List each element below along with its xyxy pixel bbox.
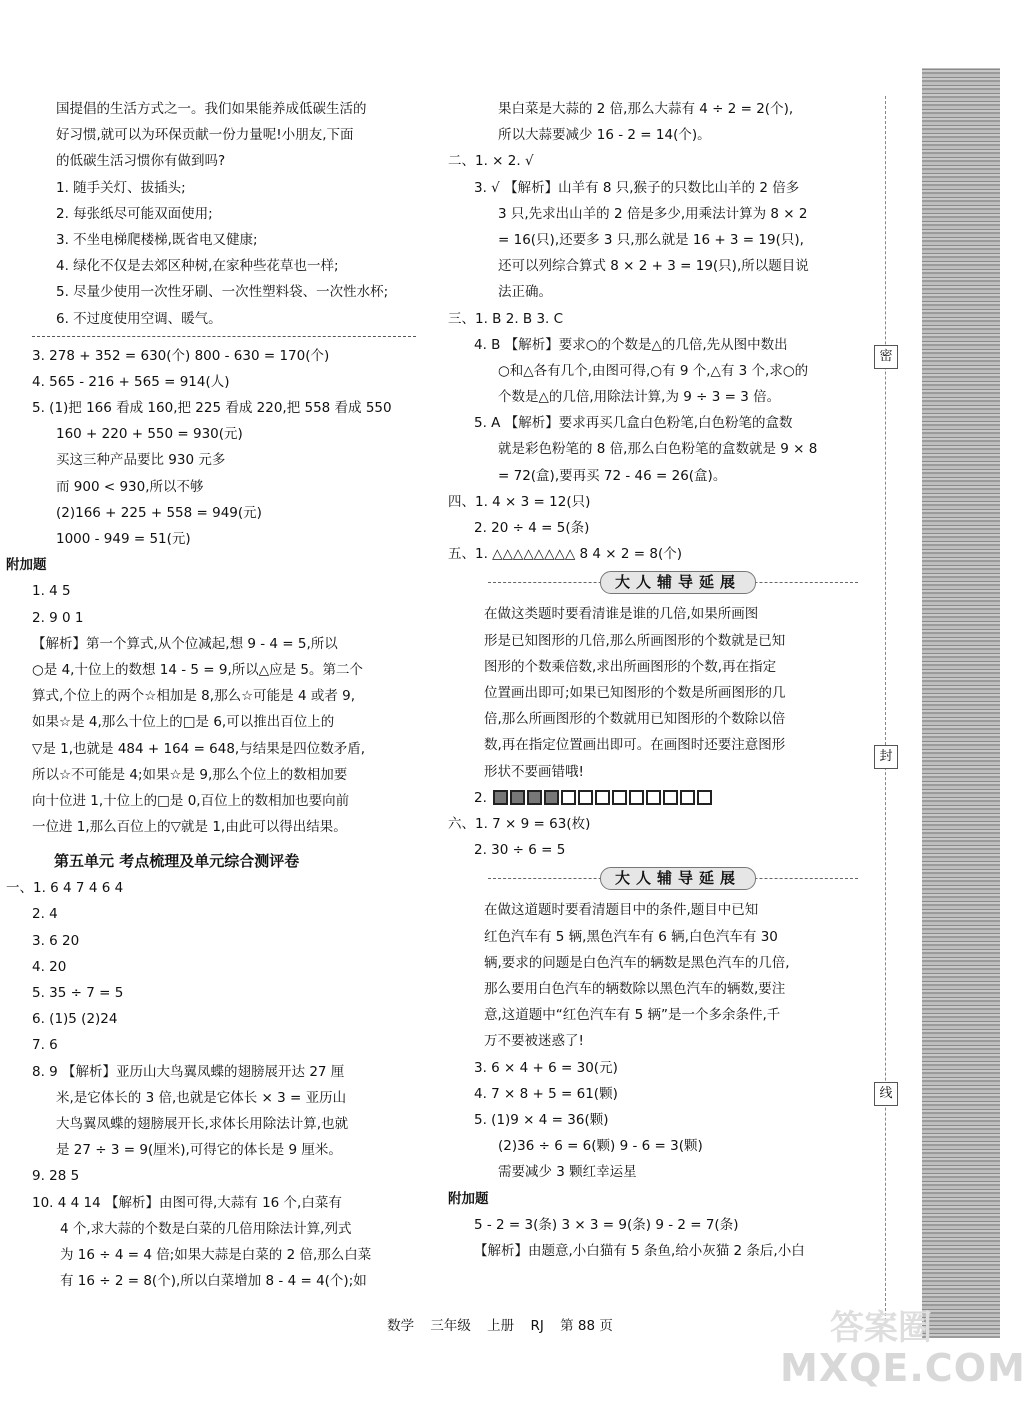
answer-line: 五、1. △△△△△△△△ 8 4 × 2 = 8(个) <box>448 546 682 563</box>
tutor-note-line: 形状不要画错哦! <box>484 763 584 780</box>
answer-line: 向十位进 1,十位上的□是 0,百位上的数相加也要向前 <box>32 792 350 809</box>
shaded-square <box>510 790 525 805</box>
answer-line: 1000 - 949 = 51(元) <box>56 531 191 547</box>
answer-line: 为 16 ÷ 4 = 4 倍;如果大蒜是白菜的 2 倍,那么白菜 <box>60 1246 372 1263</box>
answer-line: 3. 278 + 352 = 630(个) 800 - 630 = 170(个) <box>32 347 330 364</box>
empty-square <box>663 790 678 805</box>
answer-line: 160 + 220 + 550 = 930(元) <box>56 426 243 443</box>
answer-line: 有 16 ÷ 2 = 8(个),所以白菜增加 8 - 4 = 4(个);如 <box>60 1273 367 1290</box>
tutor-note-line: 位置画出即可;如果已知图形的个数是所画图形的几 <box>484 684 786 701</box>
seal-mark: 封 <box>874 745 898 769</box>
answer-line: 5. 尽量少使用一次性牙刷、一次性塑料袋、一次性水杯; <box>56 284 389 301</box>
answer-line: = 72(盒),要再买 72 - 46 = 26(盒)。 <box>498 467 727 484</box>
tutor-note-line: 在做这类题时要看清谁是谁的几倍,如果所画图 <box>484 606 759 623</box>
cut-line <box>885 96 886 1326</box>
tutor-note-banner <box>488 569 868 595</box>
footer-edition: RJ <box>530 1318 544 1334</box>
answer-line: 算式,个位上的两个☆相加是 8,那么☆可能是 4 或者 9, <box>32 688 356 705</box>
answer-line: 3. 6 20 <box>32 932 80 949</box>
answer-line: 1. 随手关灯、拔插头; <box>56 179 186 196</box>
answer-line: 【解析】第一个算式,从个位减起,想 9 - 4 = 5,所以 <box>32 635 338 652</box>
answer-line: 3 只,先求出山羊的 2 倍是多少,用乘法计算为 8 × 2 <box>498 205 808 222</box>
subsection-heading: 附加题 <box>448 1190 489 1207</box>
answer-line: 2. 4 <box>32 906 58 923</box>
answer-line: 国提倡的生活方式之一。我们如果能养成低碳生活的 <box>56 101 367 117</box>
watermark-cn: 答案圈 <box>830 1308 932 1348</box>
answer-line: 4. 565 - 216 + 565 = 914(人) <box>32 373 230 390</box>
left-column <box>6 96 416 1294</box>
tutor-note-line: 数,再在指定位置画出即可。在画图时还要注意图形 <box>484 737 786 754</box>
empty-square <box>697 790 712 805</box>
answer-line: 5. (1)把 166 看成 160,把 225 看成 220,把 558 看成 550 <box>32 400 392 417</box>
answer-line: (2)36 ÷ 6 = 6(颗) 9 - 6 = 3(颗) <box>498 1138 703 1155</box>
empty-square <box>561 790 576 805</box>
section-divider <box>32 336 416 337</box>
answer-line: 所以大蒜要减少 16 - 2 = 14(个)。 <box>498 127 711 144</box>
answer-line: 2. 9 0 1 <box>32 609 84 626</box>
answer-line: 5 - 2 = 3(条) 3 × 3 = 9(条) 9 - 2 = 7(条) <box>474 1216 739 1233</box>
tutor-note-banner <box>488 865 868 891</box>
empty-square <box>629 790 644 805</box>
answer-line: 4. B 【解析】要求○的个数是△的几倍,先从图中数出 <box>474 336 788 353</box>
answer-line: 二、1. × 2. √ <box>448 153 534 170</box>
empty-square <box>680 790 695 805</box>
empty-square <box>646 790 661 805</box>
watermark: MXQE.COM <box>780 1346 1026 1390</box>
footer-grade: 三年级 <box>430 1318 471 1334</box>
answer-line: 一位进 1,那么百位上的▽就是 1,由此可以得出结果。 <box>32 819 347 836</box>
answer-line: 所以☆不可能是 4;如果☆是 9,那么个位上的数相加要 <box>32 766 348 783</box>
shaded-square <box>544 790 559 805</box>
answer-line: 4. 绿化不仅是去郊区种树,在家种些花草也一样; <box>56 258 339 275</box>
answer-line: 【解析】由题意,小白猫有 5 条鱼,给小灰猫 2 条后,小白 <box>474 1242 805 1259</box>
tutor-note-line: 红色汽车有 5 辆,黑色汽车有 6 辆,白色汽车有 30 <box>484 928 778 945</box>
tutor-note-line: 在做这道题时要看清题目中的条件,题目中已知 <box>484 902 759 919</box>
answer-line: 需要减少 3 颗红幸运星 <box>498 1164 637 1181</box>
answer-line: 米,是它体长的 3 倍,也就是它体长 × 3 = 亚历山 <box>56 1089 347 1106</box>
answer-line: 四、1. 4 × 3 = 12(只) <box>448 493 591 510</box>
footer-page: 第 88 页 <box>560 1318 613 1334</box>
answer-line: 就是彩色粉笔的 8 倍,那么白色粉笔的盒数就是 9 × 8 <box>498 441 818 458</box>
answer-line <box>448 785 868 811</box>
banner-title: 大人辅导延展 <box>600 571 756 594</box>
footer-volume: 上册 <box>487 1318 515 1334</box>
answer-line: 6. 不过度使用空调、暖气。 <box>56 310 222 327</box>
answer-line: 5. (1)9 × 4 = 36(颗) <box>474 1111 609 1128</box>
answer-line: 6. (1)5 (2)24 <box>32 1011 118 1028</box>
answer-line: 一、1. 6 4 7 4 6 4 <box>6 880 124 897</box>
answer-line: 好习惯,就可以为环保贡献一份力量呢!小朋友,下面 <box>56 127 354 144</box>
answer-line: 5. A 【解析】要求再买几盒白色粉笔,白色粉笔的盒数 <box>474 415 793 432</box>
answer-line: 大鸟翼凤蝶的翅膀展开长,求体长用除法计算,也就 <box>56 1115 349 1132</box>
answer-line: 9. 28 5 <box>32 1168 80 1185</box>
answer-line: = 16(只),还要多 3 只,那么就是 16 + 3 = 19(只), <box>498 231 804 248</box>
square-drawing <box>493 790 712 805</box>
answer-line: 8. 9 【解析】亚历山大鸟翼凤蝶的翅膀展开达 27 厘 <box>32 1063 345 1080</box>
subsection-heading: 附加题 <box>6 557 47 574</box>
answer-line: 2. 20 ÷ 4 = 5(条) <box>474 520 590 536</box>
answer-line: 4 个,求大蒜的个数是白菜的几倍用除法计算,列式 <box>60 1220 352 1237</box>
answer-line: 是 27 ÷ 3 = 9(厘米),可得它的体长是 9 厘米。 <box>56 1142 342 1159</box>
tutor-note-line: 万不要被迷惑了! <box>484 1033 584 1050</box>
answer-line: 7. 6 <box>32 1037 58 1054</box>
answer-line: 果白菜是大蒜的 2 倍,那么大蒜有 4 ÷ 2 = 2(个), <box>498 101 794 117</box>
shaded-square <box>527 790 542 805</box>
answer-line: 1. 4 5 <box>32 583 71 600</box>
tutor-note-line: 倍,那么所画图形的个数就用已知图形的个数除以倍 <box>484 711 786 728</box>
tutor-note-line: 图形的个数乘倍数,求出所画图形的个数,再在指定 <box>484 658 777 675</box>
answer-line: 5. 35 ÷ 7 = 5 <box>32 985 124 1001</box>
empty-square <box>578 790 593 805</box>
answer-line: 买这三种产品要比 930 元多 <box>56 452 226 469</box>
answer-line: (2)166 + 225 + 558 = 949(元) <box>56 504 262 521</box>
shaded-square <box>493 790 508 805</box>
answer-line: 2. 30 ÷ 6 = 5 <box>474 842 566 859</box>
answer-line: ▽是 1,也就是 484 + 164 = 648,与结果是四位数矛盾, <box>32 740 366 757</box>
tutor-note-line: 意,这道题中“红色汽车有 5 辆”是一个多余条件,千 <box>484 1007 781 1024</box>
answer-line: 3. √ 【解析】山羊有 8 只,猴子的只数比山羊的 2 倍多 <box>474 179 800 196</box>
answer-line: 而 900 < 930,所以不够 <box>56 478 204 495</box>
answer-line: 3. 不坐电梯爬楼梯,既省电又健康; <box>56 231 258 248</box>
answer-line: 如果☆是 4,那么十位上的□是 6,可以推出百位上的 <box>32 714 335 731</box>
section-heading: 第五单元 考点梳理及单元综合测评卷 <box>54 852 300 871</box>
binding-strip <box>922 68 1000 1338</box>
answer-text: 2. <box>474 789 487 806</box>
answer-line: 还可以列综合算式 8 × 2 + 3 = 19(只),所以题目说 <box>498 258 809 275</box>
answer-line: 三、1. B 2. B 3. C <box>448 310 564 327</box>
seal-mark: 线 <box>874 1082 898 1106</box>
answer-line: 个数是△的几倍,用除法计算,为 9 ÷ 3 = 3 倍。 <box>498 389 781 406</box>
right-column <box>448 96 868 1264</box>
answer-line: 法正确。 <box>498 284 552 301</box>
tutor-note-line: 形是已知图形的几倍,那么所画图形的个数就是已知 <box>484 632 786 649</box>
tutor-note-line: 那么要用白色汽车的辆数除以黑色汽车的辆数,要注 <box>484 980 786 997</box>
answer-line: ○和△各有几个,由图可得,○有 9 个,△有 3 个,求○的 <box>498 362 809 379</box>
footer-subject: 数学 <box>387 1318 415 1334</box>
empty-square <box>595 790 610 805</box>
answer-line: 4. 7 × 8 + 5 = 61(颗) <box>474 1085 618 1102</box>
answer-line: 10. 4 4 14 【解析】由图可得,大蒜有 16 个,白菜有 <box>32 1194 342 1211</box>
banner-title: 大人辅导延展 <box>600 867 756 890</box>
tutor-note-line: 辆,要求的问题是白色汽车的辆数是黑色汽车的几倍, <box>484 954 790 971</box>
answer-line: ○是 4,十位上的数想 14 - 5 = 9,所以△应是 5。第二个 <box>32 661 364 678</box>
seal-mark: 密 <box>874 345 898 369</box>
answer-line: 2. 每张纸尽可能双面使用; <box>56 205 213 222</box>
answer-line: 六、1. 7 × 9 = 63(枚) <box>448 815 591 832</box>
empty-square <box>612 790 627 805</box>
answer-line: 4. 20 <box>32 958 67 975</box>
answer-line: 的低碳生活习惯你有做到吗? <box>56 153 226 170</box>
answer-line: 3. 6 × 4 + 6 = 30(元) <box>474 1059 618 1076</box>
